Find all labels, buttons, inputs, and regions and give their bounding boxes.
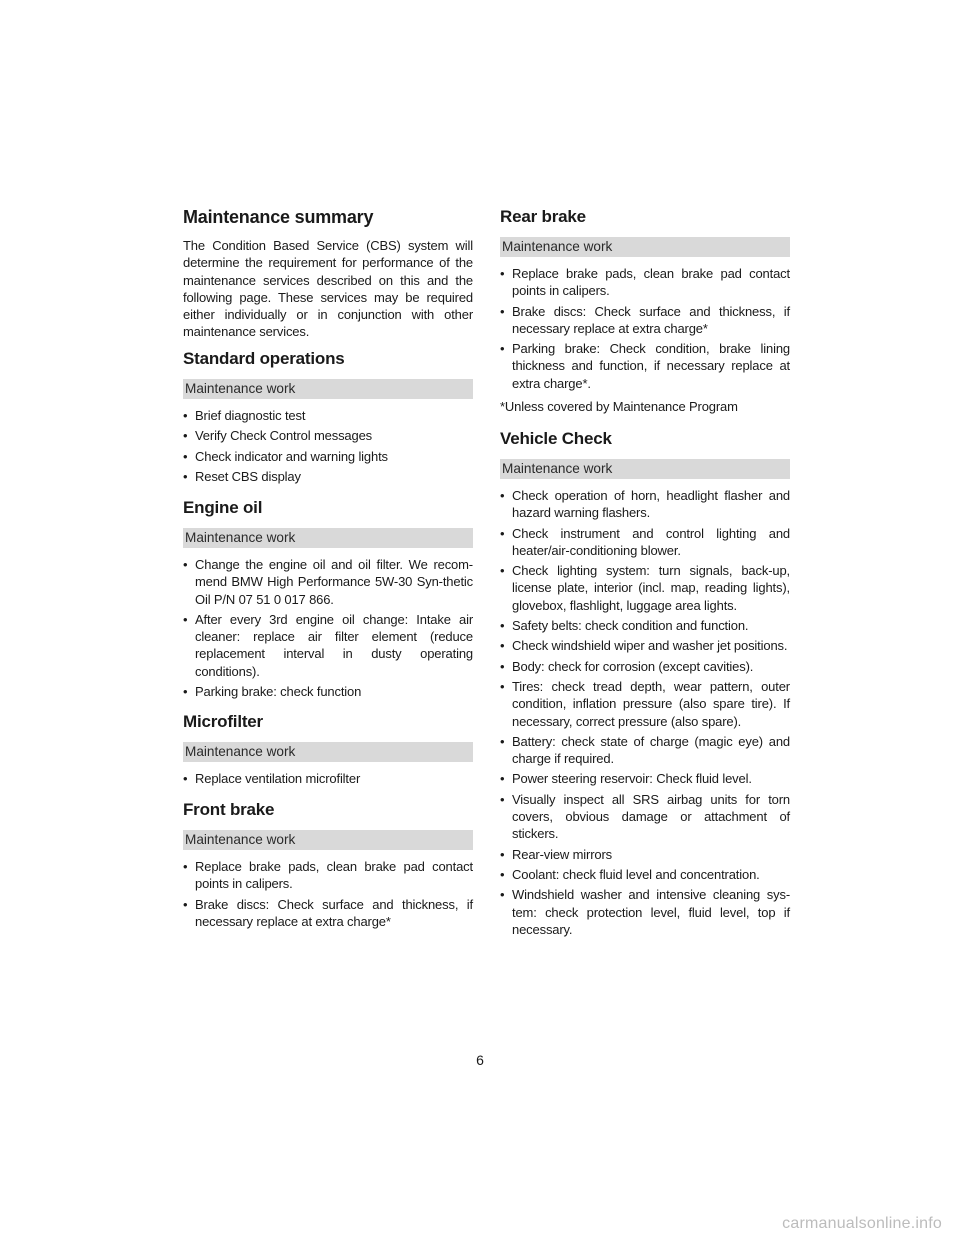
watermark: carmanualsonline.info <box>782 1215 942 1232</box>
list-item: • Check windshield wiper and washer jet positions. <box>500 637 790 654</box>
item-list <box>183 770 473 787</box>
list-item: • Reset CBS display <box>183 468 473 485</box>
list-item: • Parking brake: check function <box>183 683 473 700</box>
list-item: • Tires: check tread depth, wear pattern, outer condition, inflation pressure (also spare tire). If necessary, correct pressure (also spare). <box>500 678 790 730</box>
section-heading: Microfilter <box>183 712 263 731</box>
list-item: • Change the engine oil and oil filter. We recom-mend BMW High Performance 5W-30 Syn-thetic Oil P/N 07 51 0 017 866. <box>183 556 473 608</box>
maintenance-work-bar: Maintenance work <box>183 742 473 762</box>
item-list <box>500 265 790 392</box>
microfilter-section <box>183 711 473 790</box>
list-item: • Brief diagnostic test <box>183 407 473 424</box>
section-heading: Rear brake <box>500 207 586 226</box>
maintenance-work-bar: Maintenance work <box>500 459 790 479</box>
list-item: • Rear-view mirrors <box>500 846 790 863</box>
section-heading: Standard operations <box>183 349 345 368</box>
list-item: • Power steering reservoir: Check fluid level. <box>500 770 790 787</box>
standard-operations-section <box>183 348 473 488</box>
section-heading: Vehicle Check <box>500 429 612 448</box>
maintenance-work-bar: Maintenance work <box>183 379 473 399</box>
list-item: • Visually inspect all SRS airbag units for torn covers, obvious damage or attachment of stickers. <box>500 791 790 843</box>
intro-paragraph: The Condition Based Service (CBS) system will determine the requirement for performance of the maintenance services described on this and the following page. These services may be required either individually or in conjunction with other maintenance services. <box>183 238 473 340</box>
list-item: • Brake discs: Check surface and thickness, if necessary replace at extra charge* <box>183 896 473 931</box>
list-item: • Windshield washer and intensive cleaning sys-tem: check protection level, fluid level, top if necessary. <box>500 886 790 938</box>
rear-brake-section <box>500 206 790 415</box>
maintenance-work-bar: Maintenance work <box>183 830 473 850</box>
page-title: Maintenance summary <box>183 207 374 227</box>
list-item: • Parking brake: Check condition, brake lining thickness and function, if necessary replace at extra charge*. <box>500 340 790 392</box>
list-item: • After every 3rd engine oil change: Intake air cleaner: replace air filter element (reduce replacement interval in dusty operating conditions). <box>183 611 473 680</box>
list-item: • Check operation of horn, headlight flasher and hazard warning flashers. <box>500 487 790 522</box>
list-item: • Coolant: check fluid level and concentration. <box>500 866 790 883</box>
footnote: *Unless covered by Maintenance Program <box>500 399 738 415</box>
list-item: • Check instrument and control lighting and heater/air-conditioning blower. <box>500 525 790 560</box>
list-item: • Check lighting system: turn signals, back-up, license plate, interior (incl. map, reading lights), glovebox, flashlight, luggage area lights. <box>500 562 790 614</box>
page-number: 6 <box>476 1052 484 1068</box>
item-list <box>183 407 473 485</box>
list-item: • Verify Check Control messages <box>183 427 473 444</box>
list-item: • Replace ventilation microfilter <box>183 770 473 787</box>
list-item: • Battery: check state of charge (magic eye) and charge if required. <box>500 733 790 768</box>
vehicle-check-section <box>500 428 790 941</box>
engine-oil-section <box>183 497 473 703</box>
maintenance-summary-section <box>183 206 473 341</box>
list-item: • Replace brake pads, clean brake pad contact points in calipers. <box>183 858 473 893</box>
section-heading: Front brake <box>183 800 275 819</box>
list-item: • Replace brake pads, clean brake pad contact points in calipers. <box>500 265 790 300</box>
section-heading: Engine oil <box>183 498 263 517</box>
list-item: • Brake discs: Check surface and thickness, if necessary replace at extra charge* <box>500 303 790 338</box>
list-item: • Body: check for corrosion (except cavities). <box>500 658 790 675</box>
item-list <box>183 858 473 930</box>
maintenance-work-bar: Maintenance work <box>183 528 473 548</box>
item-list <box>183 556 473 700</box>
list-item: • Safety belts: check condition and function. <box>500 617 790 634</box>
list-item: • Check indicator and warning lights <box>183 448 473 465</box>
front-brake-section <box>183 799 473 933</box>
item-list <box>500 487 790 938</box>
maintenance-work-bar: Maintenance work <box>500 237 790 257</box>
